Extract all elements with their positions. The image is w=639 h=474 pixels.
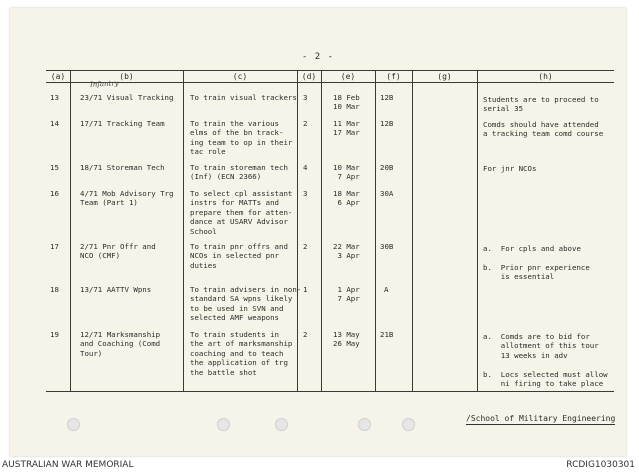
column-divider <box>297 70 298 391</box>
header-b: (b) <box>119 72 134 81</box>
table-bottom-rule <box>46 391 614 392</box>
row-16-d: 3 <box>303 189 308 198</box>
row-13-d: 3 <box>303 93 308 102</box>
punch-hole <box>402 418 415 431</box>
row-13-f: 12B <box>380 93 394 102</box>
row-15-d: 4 <box>303 163 308 172</box>
handwritten-note: Infantry <box>89 79 119 89</box>
column-divider <box>412 70 413 391</box>
row-13-dates: 18 Feb 10 Mar <box>333 93 360 112</box>
row-19-aim: To train students in the art of marksmanship coaching and to teach the application of trg the battle shot <box>190 330 293 377</box>
row-13-serial: 13 <box>50 93 59 102</box>
punch-hole <box>217 418 230 431</box>
column-divider <box>477 70 478 391</box>
table-header-rule <box>46 82 614 83</box>
row-14-d: 2 <box>303 119 308 128</box>
row-17-d: 2 <box>303 242 308 251</box>
row-14-remarks: Comds should have attended a tracking team comd course <box>483 120 604 139</box>
punch-hole <box>67 418 80 431</box>
row-18-d: 1 <box>303 285 308 294</box>
row-19-d: 2 <box>303 330 308 339</box>
archive-caption-right: RCDIG1030301 <box>566 460 635 470</box>
row-18-aim: To train advisers in non- standard SA wpns likely to be used in SVN and selected AMF weapons <box>190 285 302 323</box>
row-15-aim: To train storeman tech (Inf) (ECN 2366) <box>190 163 288 182</box>
row-16-dates: 18 Mar 6 Apr <box>333 189 360 208</box>
row-14-aim: To train the various elms of the bn track- ing team to op in their tac role <box>190 119 293 157</box>
row-16-serial: 16 <box>50 189 59 198</box>
row-16-f: 30A <box>380 189 394 198</box>
row-15-course: 18/71 Storeman Tech <box>80 163 165 172</box>
row-19-remarks: a. Comds are to bid for allotment of this tour 13 weeks in adv b. Locs selected must allow ni firing to take place <box>483 332 608 389</box>
row-14-f: 12B <box>380 119 394 128</box>
row-17-course: 2/71 Pnr Offr and NCO (CMF) <box>80 242 156 261</box>
row-19-serial: 19 <box>50 330 59 339</box>
row-19-dates: 13 May 26 May <box>333 330 360 349</box>
punch-hole <box>275 418 288 431</box>
column-divider <box>183 70 184 391</box>
table-top-rule <box>46 70 614 71</box>
row-13-course: 23/71 Visual Tracking <box>80 93 174 102</box>
row-19-f: 21B <box>380 330 394 339</box>
row-17-f: 30B <box>380 242 394 251</box>
row-17-dates: 22 Mar 3 Apr <box>333 242 360 261</box>
row-17-remarks: a. For cpls and above b. Prior pnr experience is essential <box>483 244 590 282</box>
row-17-serial: 17 <box>50 242 59 251</box>
row-13-remarks: Students are to proceed to serial 35 <box>483 95 599 114</box>
row-18-dates: 1 Apr 7 Apr <box>337 285 360 304</box>
row-14-serial: 14 <box>50 119 59 128</box>
header-d: (d) <box>301 72 317 81</box>
column-divider <box>321 70 322 391</box>
row-13-aim: To train visual trackers <box>190 93 297 102</box>
header-a: (a) <box>50 72 66 81</box>
row-16-aim: To select cpl assistant instrs for MATTs and prepare them for atten- dance at USARV Advisor School <box>190 189 293 236</box>
page-number: - 2 - <box>301 52 335 62</box>
row-14-dates: 11 Mar 17 Mar <box>333 119 360 138</box>
column-divider <box>70 70 71 391</box>
archive-caption-left: AUSTRALIAN WAR MEMORIAL <box>2 460 134 470</box>
punch-hole <box>358 418 371 431</box>
header-e: (e) <box>340 72 356 81</box>
row-18-course: 13/71 AATTV Wpns <box>80 285 152 294</box>
row-15-dates: 10 Mar 7 Apr <box>333 163 360 182</box>
column-divider <box>375 70 376 391</box>
row-15-f: 20B <box>380 163 394 172</box>
row-19-course: 12/71 Marksmanship and Coaching (Comd Tour) <box>80 330 161 358</box>
header-g: (g) <box>437 72 452 81</box>
header-h: (h) <box>538 72 553 81</box>
row-15-remarks: For jnr NCOs <box>483 164 537 173</box>
row-17-aim: To train pnr offrs and NCOs in selected pnr duties <box>190 242 288 270</box>
footer-unit: /School of Military Engineering <box>466 414 616 423</box>
row-18-serial: 18 <box>50 285 59 294</box>
row-15-serial: 15 <box>50 163 59 172</box>
row-16-course: 4/71 Mob Advisory Trg Team (Part 1) <box>80 189 174 208</box>
row-14-course: 17/71 Tracking Team <box>80 119 165 128</box>
row-18-f: A <box>384 285 389 294</box>
header-f: (f) <box>386 72 401 81</box>
header-c: (c) <box>232 72 248 81</box>
